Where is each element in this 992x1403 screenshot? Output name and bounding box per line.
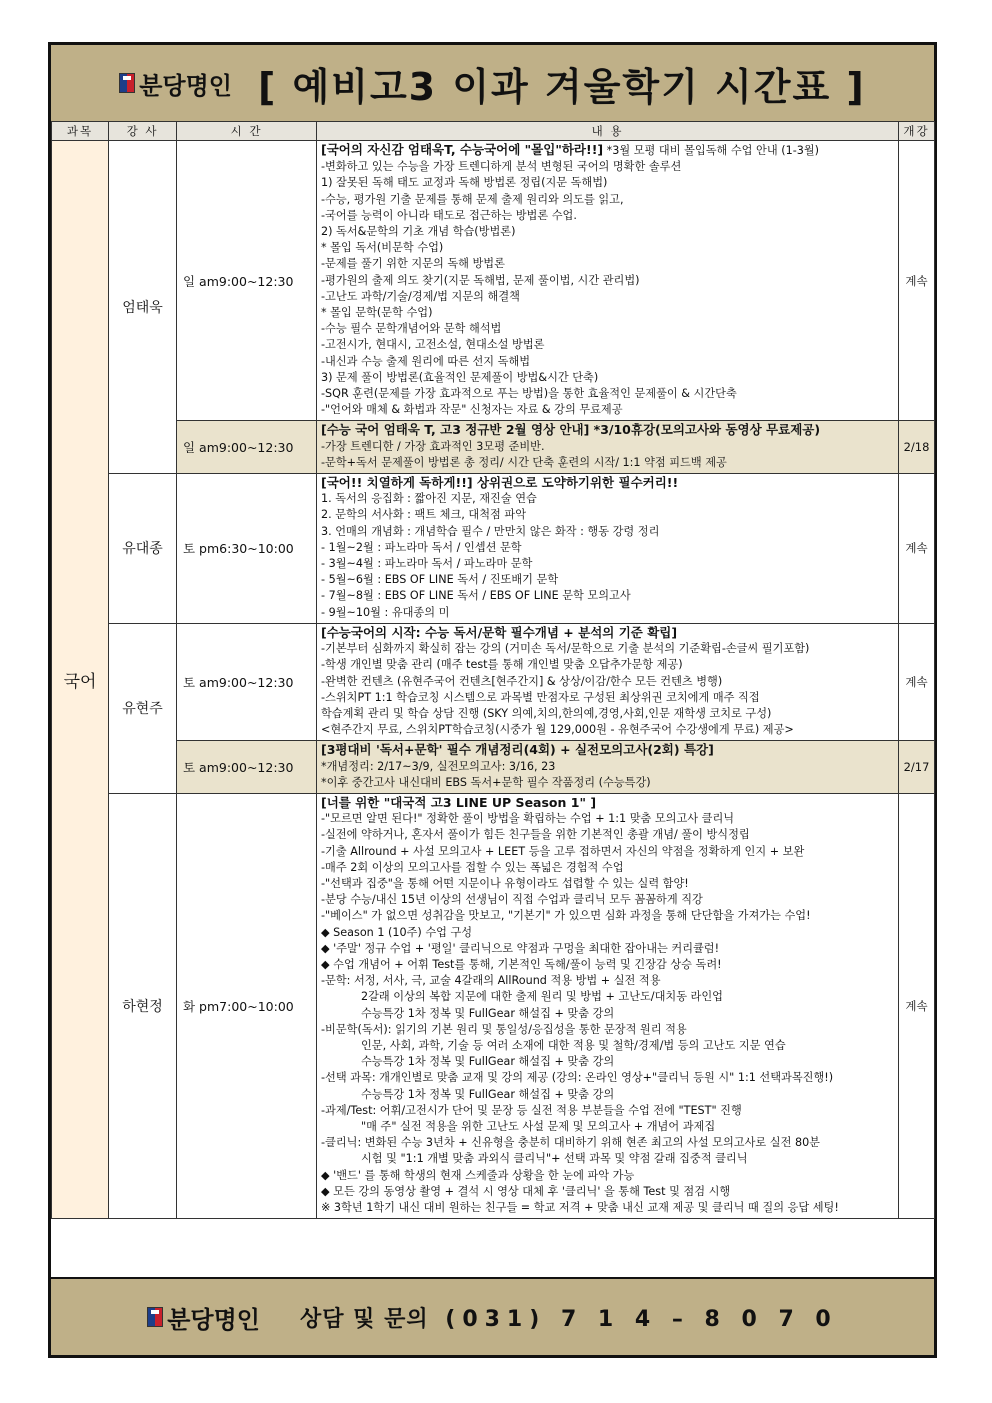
content-line: * 몰입 독서(비문학 수업) <box>321 241 444 255</box>
content-line: -"모르면 알면 된다!" 정확한 풀이 방법을 확립하는 수업 + 1:1 맞춤 모의고사 클리닉 <box>321 812 735 826</box>
content-line: -"언어와 매체 & 화법과 작문" 신청자는 자료 & 강의 무료제공 <box>321 403 623 417</box>
column-header-subject: 과목 <box>52 122 109 141</box>
content-cell <box>317 474 899 624</box>
content-heading <box>321 625 894 641</box>
open-date-cell: 계속 <box>899 623 935 740</box>
table-row <box>52 421 935 474</box>
content-heading-text: [국어의 자신감 엄태욱T, 수능국어에 "몰입"하라!!] <box>321 142 604 157</box>
content-line: - 5월~6월 : EBS OF LINE 독서 / 진또배기 문학 <box>321 573 559 587</box>
content-line: -"베이스" 가 없으면 성취감을 맛보고, "기본기" 가 있으면 심화 과정을 통해 단단함을 가져가는 수업! <box>321 909 811 923</box>
content-line: -클리닉: 변화된 수능 3년차 + 신유형을 충분히 대비하기 위해 현존 최고의 사설 모의고사로 실전 80분 <box>321 1136 820 1150</box>
content-line: 2갈래 이상의 복합 지문에 대한 출제 원리 및 방법 + 고난도/대치동 라인업 <box>361 990 723 1004</box>
table-row <box>52 141 935 421</box>
content-heading-text: [수능국어의 시작: 수능 독서/문학 필수개념 + 분석의 기준 확립] <box>321 624 678 640</box>
content-line: -평가원의 출제 의도 찾기(지문 독해법, 문제 풀이법, 시간 관리법) <box>321 273 640 287</box>
content-line: 시험 및 "1:1 개별 맞춤 과외식 클리닉"+ 선택 과목 및 약점 갈래 집중적 클리닉 <box>361 1152 748 1166</box>
open-date-cell: 계속 <box>899 793 935 1218</box>
content-line: -가장 트렌디한 / 가장 효과적인 3모평 준비반. <box>321 439 545 453</box>
timetable-page <box>48 42 937 1358</box>
content-line: ◆ 모든 강의 동영상 촬영 + 결석 시 영상 대체 후 '클리닉' 을 통해 Test 및 점검 시행 <box>321 1184 731 1198</box>
content-line: -선택 과목: 개개인별로 맞춤 교재 및 강의 제공 (강의: 온라인 영상+"클리닉 등원 시" 1:1 선택과목진행!) <box>321 1071 834 1085</box>
contact-phone: (031) 7 1 4 – 8 0 7 0 <box>445 1306 838 1332</box>
content-cell <box>317 741 899 794</box>
open-date-cell: 2/18 <box>899 421 935 474</box>
brand-logo <box>119 66 232 101</box>
subject-cell: 국어 <box>52 141 109 1219</box>
content-cell <box>317 623 899 740</box>
time-cell: 토 am9:00~12:30 <box>177 623 317 740</box>
content-line: - 7월~8월 : EBS OF LINE 독서 / EBS OF LINE 문학 모의고사 <box>321 589 631 603</box>
header-banner <box>51 45 934 123</box>
time-cell: 토 pm6:30~10:00 <box>177 474 317 624</box>
open-date-cell: 계속 <box>899 474 935 624</box>
content-line: 수능특강 1차 정복 및 FullGear 해설집 + 맞춤 강의 <box>361 1006 615 1020</box>
content-line: -실전에 약하거나, 혼자서 풀이가 힘든 친구들을 위한 기본적인 총괄 개념/ 풀이 방식정립 <box>321 828 750 842</box>
content-line: -SQR 훈련(문제를 가장 효과적으로 푸는 방법)을 통한 효율적인 문제풀이 & 시간단축 <box>321 387 737 401</box>
brand-logo-icon <box>119 73 135 93</box>
content-line: -수능, 평가원 기출 문제를 통해 문제 출제 원리와 의도를 읽고, <box>321 192 624 206</box>
footer-brand-name: 분당명인 <box>167 1305 260 1334</box>
content-line: ◆ '주말' 정규 수업 + '평일' 클리닉으로 약점과 구멍을 최대한 잡아내는 커리큘럼! <box>321 941 720 955</box>
content-line: -내신과 수능 출제 원리에 따른 선지 독해법 <box>321 354 531 368</box>
content-line: - 9월~10월 : 유대종의 미 <box>321 605 450 619</box>
content-line: *개념정리: 2/17~3/9, 실전모의고사: 3/16, 23 <box>321 759 556 773</box>
content-heading-text: [수능 국어 엄태욱 T, 고3 정규반 2월 영상 안내] *3/10휴강(모의고사와 동영상 무료제공) <box>321 422 821 438</box>
contact-info <box>300 1302 838 1333</box>
table-header-row <box>52 122 935 141</box>
content-line: -문학+독서 문제풀이 방법론 총 정리/ 시간 단축 훈련의 시작/ 1:1 약점 피드백 제공 <box>321 455 727 469</box>
content-line: -분당 수능/내신 15년 이상의 선생님이 직접 수업과 클리닉 모두 꼼꼼하게 직강 <box>321 893 703 907</box>
content-line: ◆ '밴드' 를 통해 학생의 현재 스케줄과 상황을 한 눈에 파악 가능 <box>321 1168 635 1182</box>
content-line: -기출 Allround + 사설 모의고사 + LEET 등을 고루 접하면서 자신의 약점을 정확하게 인지 + 보완 <box>321 844 805 858</box>
column-header-teacher: 강 사 <box>109 122 177 141</box>
content-line: -문제를 풀기 위한 지문의 독해 방법론 <box>321 257 505 271</box>
open-date-cell: 계속 <box>899 141 935 421</box>
content-line: -고전시가, 현대시, 고전소설, 현대소설 방법론 <box>321 338 545 352</box>
content-line: 수능특강 1차 정복 및 FullGear 해설집 + 맞춤 강의 <box>361 1055 615 1069</box>
content-line: -기본부터 심화까지 확실히 잡는 강의 (거미손 독서/문학으로 기출 분석의 기준확립-손글씨 필기포함) <box>321 642 810 656</box>
content-line: -"선택과 집중"을 통해 어떤 지문이나 유형이라도 섭렵할 수 있는 실력 함양! <box>321 876 689 890</box>
page-title: [ 예비고3 이과 겨울학기 시간표 ] <box>257 64 866 109</box>
teacher-cell: 엄태욱 <box>109 141 177 474</box>
content-heading-text: [3평대비 '독서+문학' 필수 개념정리(4회) + 실전모의고사(2회) 특강] <box>321 742 714 758</box>
content-heading-text: [너를 위한 "대국적 고3 LINE UP Season 1" ] <box>321 794 597 810</box>
content-line: 2. 문학의 서사화 : 팩트 체크, 대척점 파악 <box>321 508 527 522</box>
content-line: 수능특강 1차 정복 및 FullGear 해설집 + 맞춤 강의 <box>361 1087 615 1101</box>
footer-brand-logo-icon <box>147 1307 163 1327</box>
content-heading <box>321 422 894 438</box>
time-cell: 일 am9:00~12:30 <box>177 421 317 474</box>
content-heading <box>321 475 894 491</box>
content-line: -고난도 과학/기술/경제/법 지문의 해결책 <box>321 289 520 303</box>
time-cell: 일 am9:00~12:30 <box>177 141 317 421</box>
timetable <box>51 121 935 1219</box>
content-line: 1) 잘못된 독해 태도 교정과 독해 방법론 정립(지문 독해법) <box>321 176 608 190</box>
content-line: -학생 개인별 맞춤 관리 (매주 test를 통해 개인별 맞춤 오답추가문항 제공) <box>321 658 683 672</box>
content-line: -비문학(독서): 읽기의 기본 원리 및 통일성/응집성을 통한 문장적 원리 적용 <box>321 1022 687 1036</box>
column-header-open: 개강 <box>899 122 935 141</box>
column-header-content: 내 용 <box>317 122 899 141</box>
content-line: ◆ Season 1 (10주) 수업 구성 <box>321 925 473 939</box>
table-row <box>52 793 935 1218</box>
teacher-cell: 유현주 <box>109 623 177 793</box>
content-line: - 1월~2월 : 파노라마 독서 / 인셉션 문학 <box>321 540 522 554</box>
content-line: 인문, 사회, 과학, 기술 등 여러 소재에 대한 적용 및 철학/경제/법 등의 고난도 지문 연습 <box>361 1038 786 1052</box>
time-cell: 화 pm7:00~10:00 <box>177 793 317 1218</box>
content-line: - 3월~4월 : 파노라마 독서 / 파노라마 문학 <box>321 557 533 571</box>
content-heading <box>321 142 894 159</box>
content-line: -문학: 서정, 서사, 극, 교술 4갈래의 AllRound 적용 방법 + 실전 적용 <box>321 974 661 988</box>
teacher-cell: 하현정 <box>109 793 177 1218</box>
content-line: ※ 3학년 1학기 내신 대비 원하는 친구들 = 학교 저격 + 맞춤 내신 교재 제공 및 클리닉 때 질의 응답 세팅! <box>321 1201 839 1214</box>
content-line: 학습계획 관리 및 학습 상담 진행 (SKY 의예,치의,한의예,경영,사회,인문 재학생 코치로 구성) <box>321 706 772 720</box>
content-cell <box>317 141 899 421</box>
table-row <box>52 474 935 624</box>
content-line: 1. 독서의 응집화 : 짧아진 지문, 재진술 연습 <box>321 492 537 506</box>
teacher-cell: 유대종 <box>109 474 177 624</box>
column-header-time: 시 간 <box>177 122 317 141</box>
brand-name: 분당명인 <box>139 71 232 100</box>
content-line: * 몰입 문학(문학 수업) <box>321 306 433 320</box>
content-line: -매주 2회 이상의 모의고사를 접할 수 있는 폭넓은 경험적 수업 <box>321 860 624 874</box>
content-line: ◆ 수업 개념어 + 어휘 Test를 통해, 기본적인 독해/풀이 능력 및 긴장감 상승 독려! <box>321 957 722 971</box>
table-body <box>52 141 935 1219</box>
content-line: 3. 언매의 개념화 : 개념학습 필수 / 만만치 않은 화작 : 행동 강령 정리 <box>321 524 660 538</box>
content-heading-note: *3월 모평 대비 몰입독해 수업 안내 (1-3월) <box>603 144 820 157</box>
open-date-cell: 2/17 <box>899 741 935 794</box>
content-line: <현주간지 무료, 스위치PT학습코칭(시중가 월 129,000원 - 유현주국어 수강생에게 무료) 제공> <box>321 723 794 737</box>
content-heading <box>321 795 894 811</box>
content-line: -수능 필수 문학개념어와 문학 해석법 <box>321 322 502 336</box>
footer-brand-logo <box>147 1300 260 1335</box>
table-row <box>52 623 935 740</box>
content-line: 3) 문제 풀이 방법론(효율적인 문제풀이 방법&시간 단축) <box>321 370 599 384</box>
content-line: -변화하고 있는 수능을 가장 트렌디하게 분석 변형된 국어의 명확한 솔루션 <box>321 160 682 174</box>
content-line: -스위치PT 1:1 학습코칭 시스템으로 과목별 만점자로 구성된 최상위권 코치에게 매주 직접 <box>321 690 760 704</box>
content-line: "매 주" 실전 적용을 위한 고난도 사설 문제 및 모의고사 + 개념어 과제집 <box>361 1119 716 1133</box>
footer-banner <box>51 1277 934 1355</box>
content-line: *이후 중간고사 내신대비 EBS 독서+문학 필수 작품정리 (수능특강) <box>321 775 651 789</box>
contact-label: 상담 및 문의 <box>300 1306 429 1332</box>
content-line: -완벽한 컨텐츠 (유현주국어 컨텐츠[현주간지] & 상상/이감/한수 모든 컨텐츠 병행) <box>321 674 723 688</box>
time-cell: 토 am9:00~12:30 <box>177 741 317 794</box>
content-heading <box>321 742 894 758</box>
content-line: -과제/Test: 어휘/고전시가 단어 및 문장 등 실전 적용 부분들을 수업 전에 "TEST" 진행 <box>321 1103 742 1117</box>
content-cell <box>317 421 899 474</box>
content-cell <box>317 793 899 1218</box>
table-row <box>52 741 935 794</box>
content-line: 2) 독서&문학의 기초 개념 학습(방법론) <box>321 225 516 239</box>
content-line: -국어를 능력이 아니라 태도로 접근하는 방법론 수업. <box>321 208 577 222</box>
content-heading-text: [국어!! 치열하게 독하게!!] 상위권으로 도약하기위한 필수커리!! <box>321 475 679 491</box>
